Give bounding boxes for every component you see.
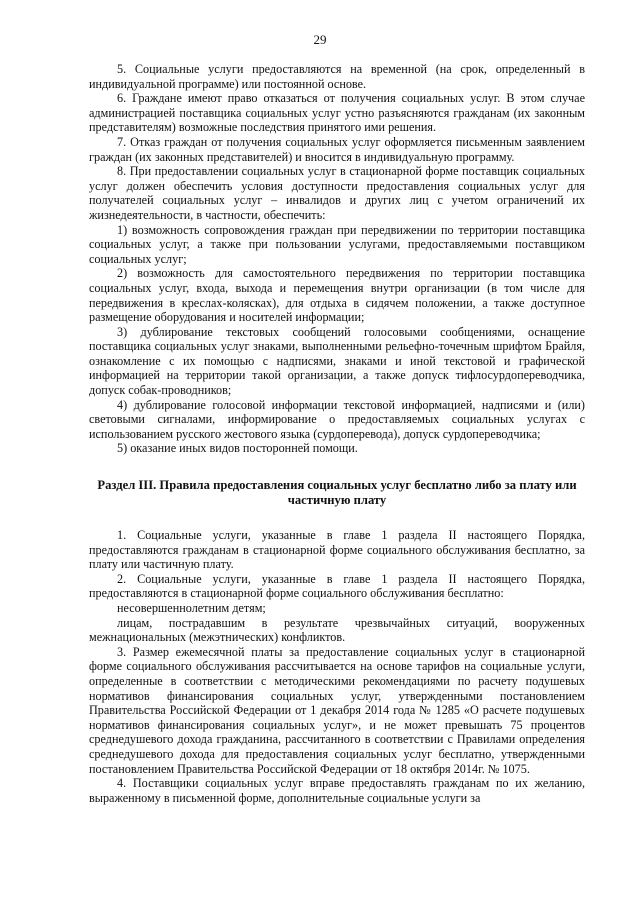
list-item: несовершеннолетним детям; xyxy=(117,601,266,615)
paragraph: 3. Размер ежемесячной платы за предоставление социальных услуг в стационарной форме социального обслуживания рассчитывается на основе тарифов на социальные услуги, определенные в соответствии с методическими рекомендациями по расчету подушевых нормативов финансирования социальных услуг, утвержденными постановлением Правительства Российской Федерации от 1 декабря 2014 года № 1285 «О расчете подушевых нормативов финансирования социальных услуг», и не может превышать 75 процентов среднедушевого дохода гражданина, рассчитанного в соответствии с Правилами определения среднедушевого дохода для предоставления социальных услуг бесплатно, утвержденными постановлением Правительства Российской Федерации от 18 октября 2014г. № 1075. xyxy=(89,644,585,776)
paragraph: 1. Социальные услуги, указанные в главе 1 раздела II настоящего Порядка, предоставляются гражданам в стационарной форме социального обслуживания бесплатно, за плату или частичную плату. xyxy=(89,528,585,572)
list-item: лицам, пострадавшим в результате чрезвычайных ситуаций, вооруженных межнациональных (межэтнических) конфликтов. xyxy=(89,615,585,645)
list-item: 3) дублирование текстовых сообщений голосовыми сообщениями, оснащение поставщика социальных услуг знаками, выполненными рельефно-точечным шрифтом Брайля, ознакомление с их помощью с надписями, знаками и иной текстовой и графической информацией на территории такой организации, а также допуск тифлосурдопереводчика, допуск собак-проводников; xyxy=(89,324,585,398)
paragraph: 8. При предоставлении социальных услуг в стационарной форме поставщик социальных услуг должен обеспечить условия доступности предоставления социальных услуг для получателей социальных услуг – инвалидов и других лиц с учетом ограничений их жизнедеятельности, в частности, обеспечить: xyxy=(89,164,585,222)
paragraph: 5. Социальные услуги предоставляются на временной (на срок, определенный в индивидуальной программе) или постоянной основе. xyxy=(89,62,585,91)
paragraph: 4. Поставщики социальных услуг вправе предоставлять гражданам по их желанию, выраженному в письменной форме, дополнительные социальные услуги за xyxy=(89,776,585,805)
document-body xyxy=(89,62,585,805)
list-item: 1) возможность сопровождения граждан при передвижении по территории поставщика социальных услуг, а также при пользовании услугами, предоставляемыми поставщиком социальных услуг; xyxy=(89,222,585,266)
paragraph: 2. Социальные услуги, указанные в главе 1 раздела II настоящего Порядка, предоставляются в стационарной форме социального обслуживания бесплатно: xyxy=(89,571,585,601)
list-item: 2) возможность для самостоятельного передвижения по территории поставщика социальных услуг, входа, выхода и перемещения внутри организации (в том числе для передвижения в креслах-колясках), для отдыха в сидячем положении, а также доступное размещение оборудования и носителей информации; xyxy=(89,266,585,325)
paragraph: 6. Граждане имеют право отказаться от получения социальных услуг. В этом случае администрацией поставщика социальных услуг устно разъясняются гражданам (их законным представителям) возможные последствия принятого ими решения. xyxy=(89,91,585,135)
section-heading: Раздел III. Правила предоставления социальных услуг бесплатно либо за плату или частичную плату xyxy=(97,478,577,508)
page-number: 29 xyxy=(313,32,327,47)
list-item: 5) оказание иных видов посторонней помощи. xyxy=(117,441,358,456)
list-item: 4) дублирование голосовой информации текстовой информацией, надписями и (или) световыми сигналами, информирование о предоставляемых социальных услугах с использованием русского жестового языка (сурдоперевода), допуск сурдопереводчика; xyxy=(89,397,585,441)
paragraph: 7. Отказ граждан от получения социальных услуг оформляется письменным заявлением граждан (их законных представителей) и вносится в индивидуальную программу. xyxy=(89,134,585,164)
